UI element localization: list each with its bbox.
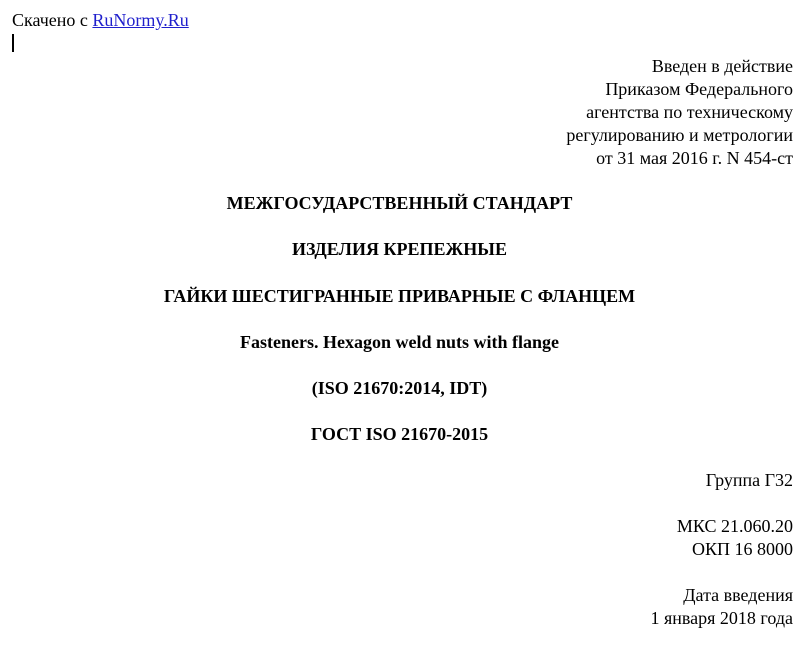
- title-en-heading: Fasteners. Hexagon weld nuts with flange: [240, 332, 559, 352]
- standard-type-heading: МЕЖГОСУДАРСТВЕННЫЙ СТАНДАРТ: [226, 193, 573, 213]
- title-ru-heading: ГАЙКИ ШЕСТИГРАННЫЕ ПРИВАРНЫЕ С ФЛАНЦЕМ: [163, 286, 636, 306]
- product-group-heading: ИЗДЕЛИЯ КРЕПЕЖНЫЕ: [291, 239, 507, 259]
- okp-code: ОКП 16 8000: [691, 539, 793, 559]
- introduction-line: Приказом Федерального: [605, 79, 793, 99]
- effective-date-value: 1 января 2018 года: [650, 608, 793, 628]
- classification-codes: [677, 515, 793, 561]
- group-code: Группа Г32: [705, 470, 793, 490]
- introduction-line: регулированию и метрологии: [566, 125, 793, 145]
- introduction-line: Введен в действие: [651, 56, 793, 76]
- text-cursor: [12, 34, 14, 52]
- introduction-line: агентства по техническому: [586, 102, 793, 122]
- source-prefix: Скачено с: [12, 10, 93, 30]
- introduction-block: [566, 55, 793, 170]
- source-link[interactable]: RuNormy.Ru: [92, 10, 189, 30]
- iso-reference: (ISO 21670:2014, IDT): [311, 378, 488, 398]
- introduction-line: от 31 мая 2016 г. N 454-ст: [596, 148, 793, 168]
- effective-date-label: Дата введения: [683, 585, 793, 605]
- source-line: [12, 9, 189, 31]
- standard-designation: ГОСТ ISO 21670-2015: [310, 424, 489, 444]
- effective-date-block: [650, 584, 793, 630]
- classification-group: [706, 469, 793, 492]
- mks-code: МКС 21.060.20: [676, 516, 793, 536]
